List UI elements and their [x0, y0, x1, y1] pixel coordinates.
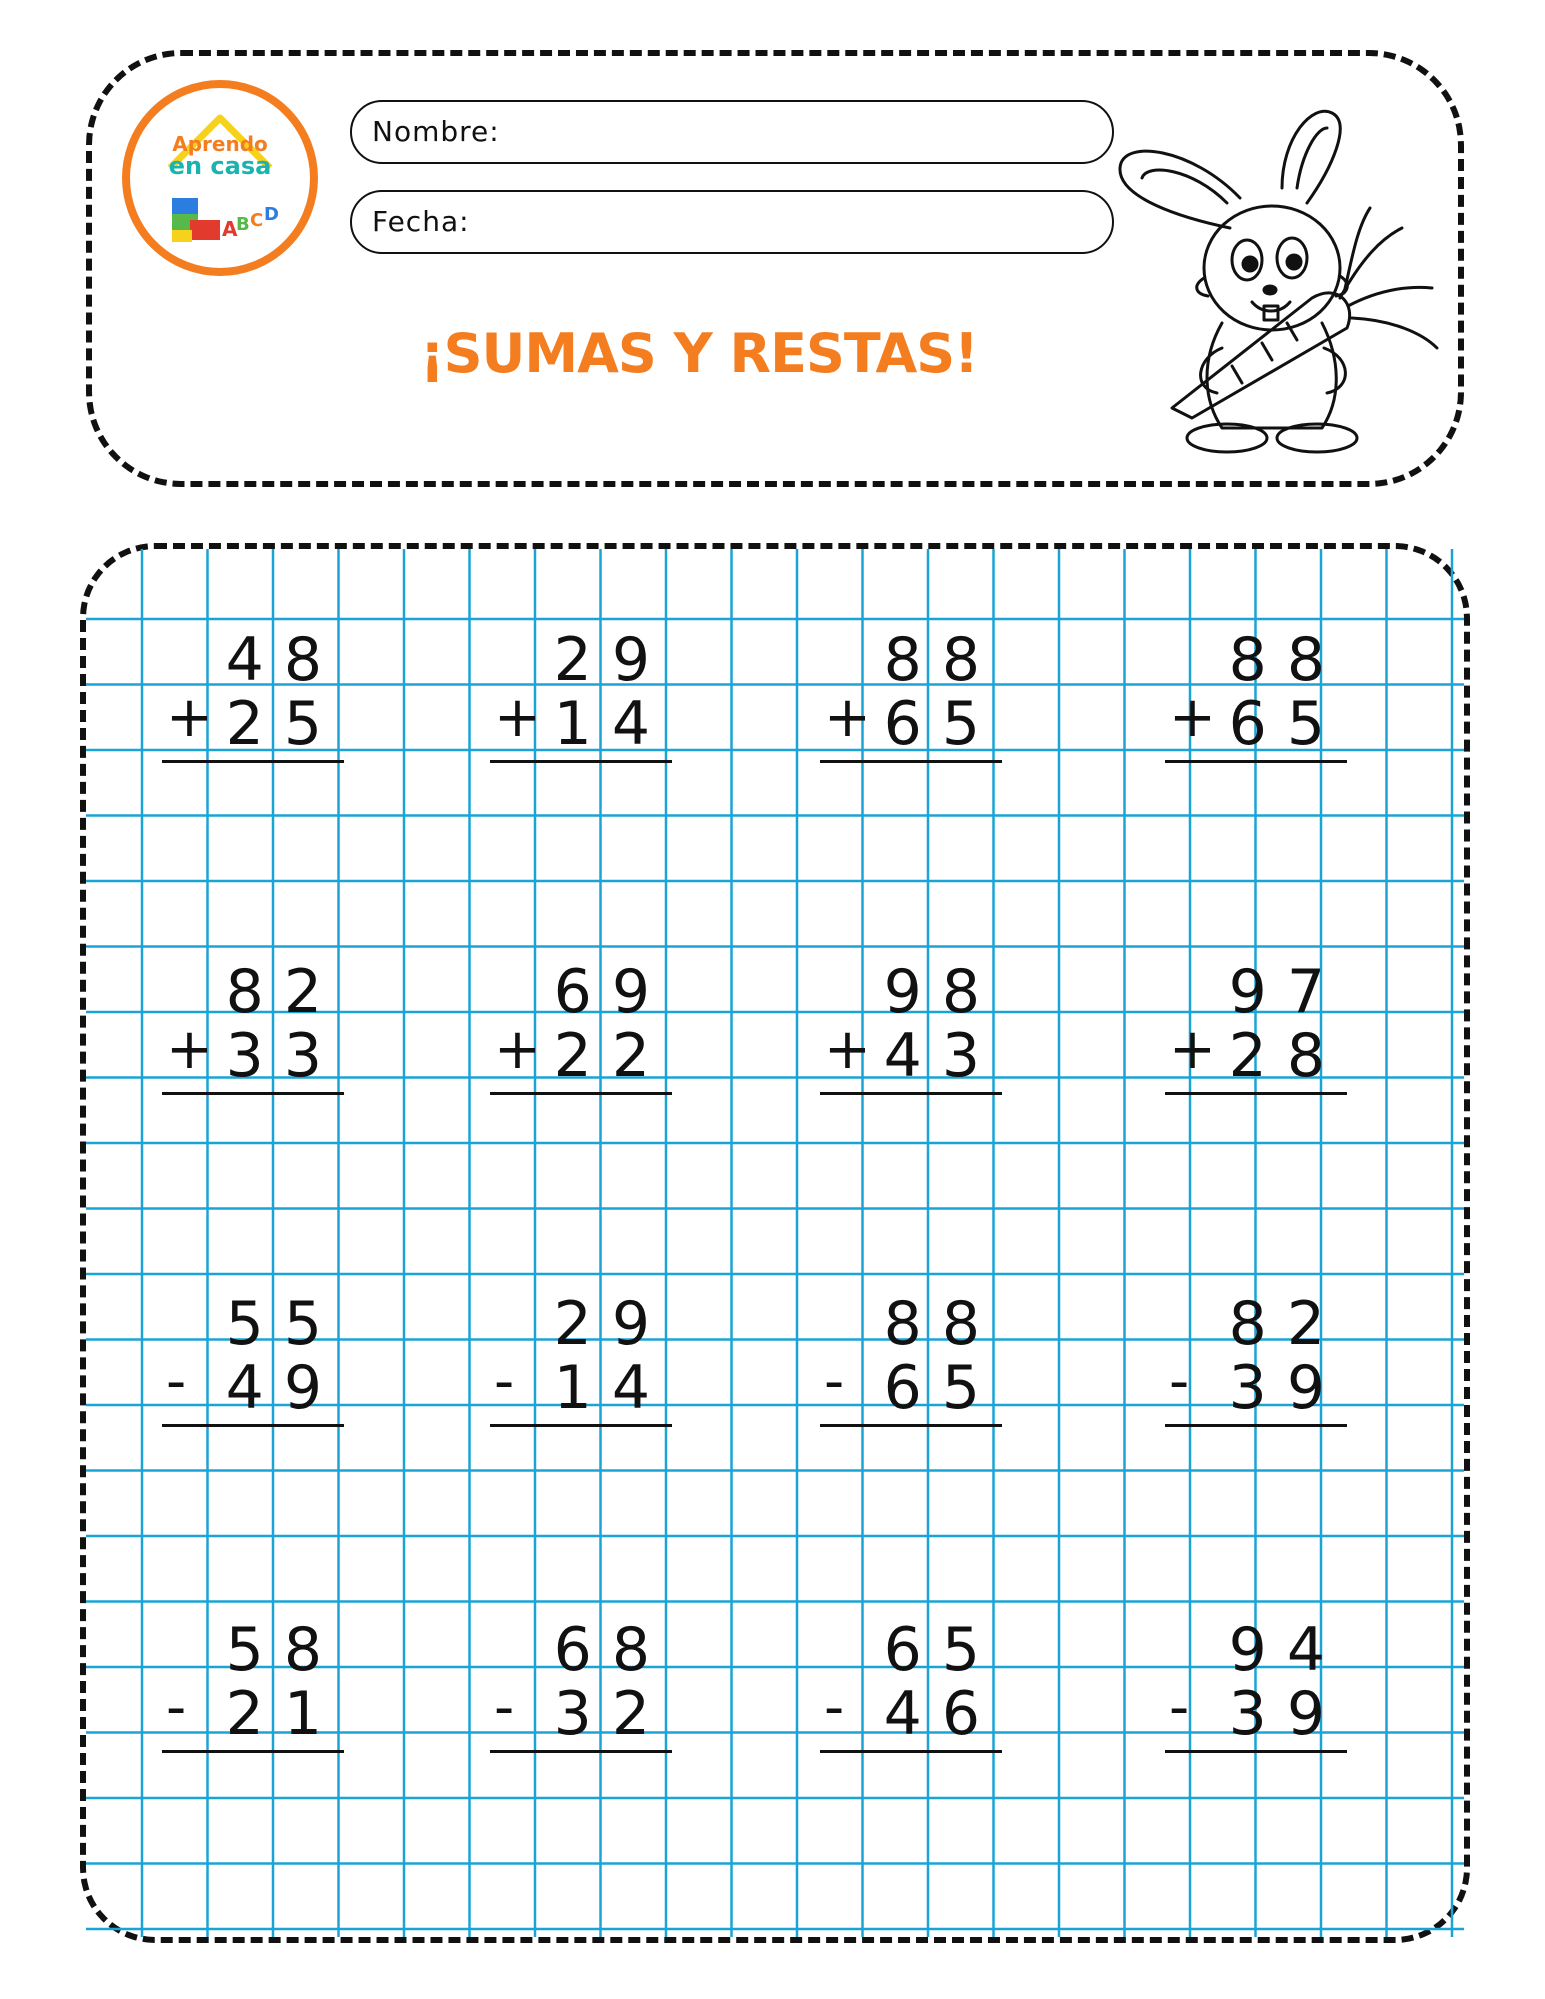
- problem-operator: +: [1169, 685, 1216, 750]
- problem-bottom-number: 14: [553, 1353, 670, 1423]
- svg-text:D: D: [264, 204, 279, 225]
- arithmetic-problem: [1165, 957, 1365, 1092]
- arithmetic-problem: [162, 957, 362, 1092]
- arithmetic-problem: [820, 625, 1020, 760]
- fecha-label: Fecha:: [372, 205, 470, 238]
- problem-top-number: 97: [1228, 957, 1345, 1027]
- svg-text:A: A: [222, 217, 238, 241]
- problem-top-number: 88: [1228, 625, 1345, 695]
- arithmetic-problem: [490, 957, 690, 1092]
- answer-line[interactable]: [1165, 1092, 1347, 1095]
- page-title: ¡SUMAS Y RESTAS!: [420, 322, 978, 385]
- problem-bottom-number: 25: [225, 689, 342, 759]
- problem-operator: -: [824, 1675, 845, 1740]
- problem-operator: -: [1169, 1675, 1190, 1740]
- fecha-field[interactable]: [350, 190, 1114, 254]
- problem-bottom-number: 21: [225, 1679, 342, 1749]
- problem-operator: -: [1169, 1349, 1190, 1414]
- problem-operator: -: [166, 1675, 187, 1740]
- problem-operator: +: [1169, 1017, 1216, 1082]
- problem-top-number: 82: [225, 957, 342, 1027]
- arithmetic-problem: [1165, 1615, 1365, 1750]
- aprendo-en-casa-logo: [122, 80, 318, 276]
- problem-operator: -: [494, 1675, 515, 1740]
- problem-top-number: 29: [553, 625, 670, 695]
- answer-line[interactable]: [162, 760, 344, 763]
- logo-text-aprendo: Aprendo: [172, 132, 268, 156]
- arithmetic-problem: [162, 1615, 362, 1750]
- arithmetic-problem: [820, 1615, 1020, 1750]
- arithmetic-problem: [490, 1289, 690, 1424]
- arithmetic-problem: [162, 625, 362, 760]
- problem-operator: -: [166, 1349, 187, 1414]
- problem-bottom-number: 14: [553, 689, 670, 759]
- answer-line[interactable]: [820, 1092, 1002, 1095]
- problem-bottom-number: 46: [883, 1679, 1000, 1749]
- arithmetic-problem: [1165, 1289, 1365, 1424]
- answer-line[interactable]: [162, 1750, 344, 1753]
- problem-top-number: 94: [1228, 1615, 1345, 1685]
- answer-line[interactable]: [490, 760, 672, 763]
- problem-bottom-number: 28: [1228, 1021, 1345, 1091]
- problem-top-number: 98: [883, 957, 1000, 1027]
- problem-operator: +: [824, 1017, 871, 1082]
- problem-bottom-number: 65: [883, 689, 1000, 759]
- problem-top-number: 88: [883, 1289, 1000, 1359]
- answer-line[interactable]: [1165, 1750, 1347, 1753]
- problem-operator: -: [824, 1349, 845, 1414]
- problem-bottom-number: 22: [553, 1021, 670, 1091]
- answer-line[interactable]: [820, 1750, 1002, 1753]
- arithmetic-problem: [1165, 625, 1365, 760]
- svg-text:C: C: [250, 210, 264, 231]
- nombre-label: Nombre:: [372, 115, 500, 148]
- problem-bottom-number: 65: [1228, 689, 1345, 759]
- answer-line[interactable]: [162, 1424, 344, 1427]
- problem-bottom-number: 49: [225, 1353, 342, 1423]
- problem-top-number: 69: [553, 957, 670, 1027]
- answer-line[interactable]: [1165, 1424, 1347, 1427]
- problem-top-number: 82: [1228, 1289, 1345, 1359]
- problem-operator: +: [494, 685, 541, 750]
- problem-top-number: 65: [883, 1615, 1000, 1685]
- svg-text:B: B: [236, 214, 250, 235]
- problem-top-number: 58: [225, 1615, 342, 1685]
- problem-operator: +: [166, 685, 213, 750]
- problem-top-number: 48: [225, 625, 342, 695]
- answer-line[interactable]: [490, 1092, 672, 1095]
- problem-bottom-number: 32: [553, 1679, 670, 1749]
- answer-line[interactable]: [490, 1750, 672, 1753]
- problem-top-number: 29: [553, 1289, 670, 1359]
- answer-line[interactable]: [820, 760, 1002, 763]
- problem-bottom-number: 33: [225, 1021, 342, 1091]
- problem-top-number: 88: [883, 625, 1000, 695]
- arithmetic-problem: [820, 1289, 1020, 1424]
- problem-bottom-number: 65: [883, 1353, 1000, 1423]
- answer-line[interactable]: [162, 1092, 344, 1095]
- logo-text-en-casa: en casa: [168, 152, 272, 180]
- arithmetic-problem: [162, 1289, 362, 1424]
- problem-operator: +: [824, 685, 871, 750]
- problem-bottom-number: 39: [1228, 1353, 1345, 1423]
- answer-line[interactable]: [820, 1424, 1002, 1427]
- problem-top-number: 68: [553, 1615, 670, 1685]
- problem-operator: -: [494, 1349, 515, 1414]
- problem-bottom-number: 39: [1228, 1679, 1345, 1749]
- arithmetic-problem: [820, 957, 1020, 1092]
- problem-operator: +: [166, 1017, 213, 1082]
- answer-line[interactable]: [490, 1424, 672, 1427]
- bunny-icon: [1112, 108, 1452, 458]
- problem-top-number: 55: [225, 1289, 342, 1359]
- arithmetic-problem: [490, 625, 690, 760]
- nombre-field[interactable]: [350, 100, 1114, 164]
- problem-operator: +: [494, 1017, 541, 1082]
- toy-blocks-icon: [170, 192, 282, 248]
- problem-bottom-number: 43: [883, 1021, 1000, 1091]
- answer-line[interactable]: [1165, 760, 1347, 763]
- arithmetic-problem: [490, 1615, 690, 1750]
